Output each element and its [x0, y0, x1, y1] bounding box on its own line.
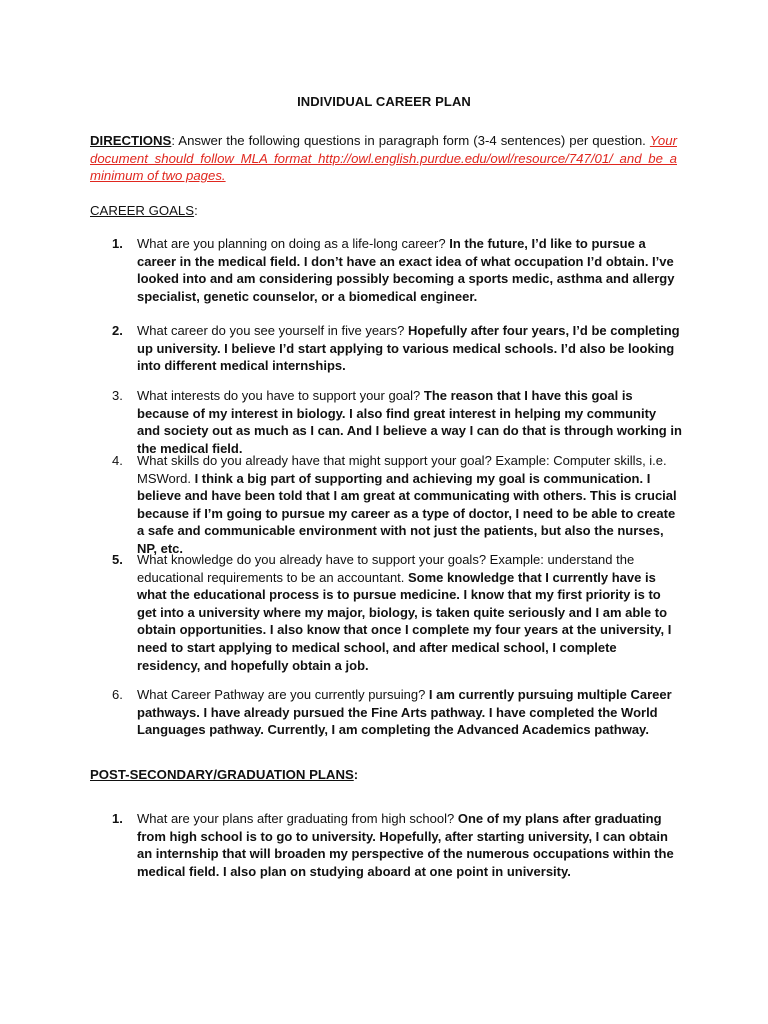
career-goals-item-6	[112, 686, 682, 739]
career-goals-item-1	[112, 235, 682, 305]
directions-label: DIRECTIONS	[90, 133, 172, 148]
item-number: 3.	[112, 388, 123, 403]
directions-mla-note: Your document should follow MLA format http://owl.english.purdue.edu/owl/resource/747/01/ and be a minimum of two pages.	[90, 133, 677, 183]
item-question: What knowledge do you already have to support your goals? Example: understand the educational requirements to be an accountant.	[137, 552, 635, 585]
directions-colon: :	[171, 133, 175, 148]
career-goals-heading	[90, 203, 198, 218]
career-goals-item-2	[112, 322, 682, 375]
post-secondary-heading	[90, 767, 358, 782]
item-question: What are you planning on doing as a life-long career?	[137, 236, 450, 251]
item-answer: One of my plans after graduating from high school is to go to university. Hopefully, after starting university, I can obtain an internship that will broaden my perspective of the numerous occupations within the medical field. I also plan on studying aboard at one point in university.	[137, 811, 674, 879]
item-question: What are your plans after graduating from high school?	[137, 811, 458, 826]
item-answer: Some knowledge that I currently have is what the educational process is to pursue medicine. I know that my first priority is to get into a university where my major, biology, is taken quite seriously and I am able to obtain opportunities. I also know that once I complete my four years at the university, I need to start applying to medical school, and after medical school, I complete residency, and hopefully obtain a job.	[137, 569, 672, 673]
item-question: What career do you see yourself in five years?	[137, 323, 408, 338]
item-number: 5.	[112, 552, 123, 567]
career-goals-heading-colon: :	[194, 203, 198, 218]
item-answer: In the future, I’d like to pursue a career in the medical field. I don’t have an exact idea of what occupation I’d obtain. I’ve looked into and am considering possibly becoming a sports medic, asthma and allergy specialist, genetic counselor, or a biomedical engineer.	[137, 236, 675, 304]
post-secondary-heading-colon: :	[353, 767, 359, 782]
item-answer: Hopefully after four years, I’d be completing up university. I believe I’d start applying to various medical schools. I’d also be looking into different medical internships.	[137, 323, 680, 374]
item-number: 2.	[112, 323, 123, 338]
item-number: 4.	[112, 453, 123, 468]
career-goals-item-5	[112, 551, 682, 674]
item-question: What interests do you have to support your goal?	[137, 388, 424, 403]
post-secondary-heading-text: POST-SECONDARY/GRADUATION PLANS	[90, 767, 354, 782]
item-number: 1.	[112, 236, 123, 251]
directions-paragraph	[90, 132, 677, 185]
item-question: What Career Pathway are you currently pursuing?	[137, 687, 429, 702]
document-title: INDIVIDUAL CAREER PLAN	[297, 94, 471, 109]
post-secondary-item-1	[112, 810, 682, 880]
directions-text: Answer the following questions in paragraph form (3-4 sentences) per question.	[175, 133, 650, 148]
career-goals-item-3	[112, 387, 682, 457]
item-answer: I am currently pursuing multiple Career pathways. I have already pursued the Fine Arts pathway. I have completed the World Languages pathway. Currently, I am completing the Advanced Academics pathway.	[137, 687, 672, 738]
item-answer: I think a big part of supporting and achieving my goal is communication. I believe and have been told that I am great at communicating with others. This is crucial because if I’m going to pursue my career as a type of doctor, I need to be able to create a safe and communicable environment with not just the patients, but also the nurses, NP, etc.	[137, 470, 677, 556]
career-goals-item-4	[112, 452, 682, 558]
item-number: 6.	[112, 687, 123, 702]
item-answer: The reason that I have this goal is because of my interest in biology. I also find great interest in helping my community and society out as much as I can. And I believe a way I can do that is through working in the medical field.	[137, 388, 682, 456]
career-goals-heading-text: CAREER GOALS	[90, 203, 195, 218]
item-number: 1.	[112, 811, 123, 826]
item-question: What skills do you already have that might support your goal? Example: Computer skills, i.e. MSWord.	[137, 453, 667, 486]
